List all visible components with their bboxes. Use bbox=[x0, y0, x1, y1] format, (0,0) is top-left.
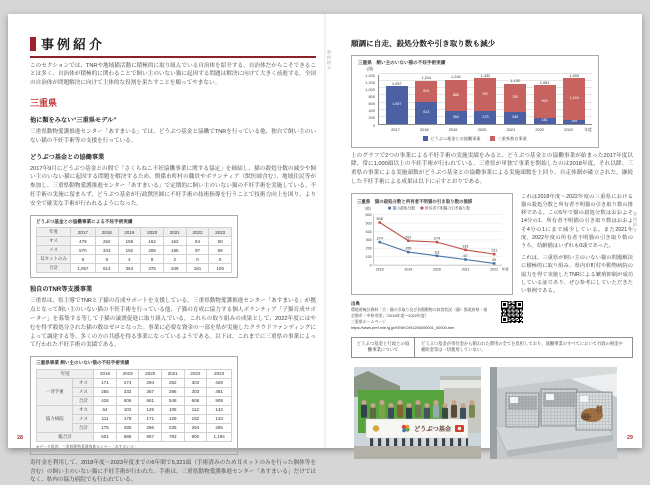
svg-text:2022: 2022 bbox=[490, 267, 499, 272]
svg-text:三重県 猫の殺処分数と所有者不明猫の引き取り数の推移: 三重県 猫の殺処分数と所有者不明猫の引き取り数の推移 bbox=[356, 198, 473, 204]
bar-chart-plot: 1,057 1,057 1,214 601 613 1,240 886 354 1,332 957 375 1,132 783 349 1,081 900 181 1,303 1,194 109 bbox=[378, 75, 592, 125]
model-heading: 他に類をみない“三重県モデル” bbox=[30, 116, 117, 124]
svg-text:(頭): (頭) bbox=[364, 206, 371, 211]
svg-text:2020: 2020 bbox=[432, 267, 441, 272]
bar-chart-unit: (頭) bbox=[367, 67, 374, 71]
source-line-1: 環境省統計資料「犬・猫の引取り及び負傷動物の収容状況（猫）都道府県・指定都市・中核市別」（2018年度～2022年度） bbox=[351, 307, 488, 319]
bar-chart-x-unit: 年度 bbox=[584, 126, 592, 132]
pref-table-title: 三重県事業 飼い主のいない猫の不妊手術実績 bbox=[36, 360, 130, 366]
photo-group-banner bbox=[354, 367, 481, 459]
document-spread bbox=[8, 14, 642, 484]
bar-chart-y-axis: 0 200 400 600 800 1,000 1,200 1,400 bbox=[365, 72, 375, 128]
side-tab-left: 事例紹介 bbox=[327, 50, 332, 71]
svg-text:181: 181 bbox=[462, 244, 469, 249]
pref-results-table-box bbox=[30, 356, 238, 455]
svg-text:0: 0 bbox=[369, 263, 372, 268]
header-rule bbox=[30, 56, 316, 58]
note-label: どうぶつ基金と行政との協働事業について bbox=[351, 337, 415, 358]
section-header-bar bbox=[30, 37, 36, 51]
intro-paragraph: このセクションでは、TNRや地域猫活動に積極的に取り組んでいる自治体を紹介する。自治体だからこそできることは多く、自治体が積極的に関わることで飼い主のいない猫に起因する問題は解決に向けて大きく前進する。全国の自治体が問題解決に向けて主体的な役割を果たすことを願ってやまない。 bbox=[30, 62, 316, 87]
page-seam bbox=[324, 14, 327, 448]
svg-text:100: 100 bbox=[365, 254, 372, 259]
svg-text:猫の殺処分数: 猫の殺処分数 bbox=[392, 206, 416, 211]
banner-text: どうぶつ基金 bbox=[414, 425, 452, 433]
bar-chart bbox=[351, 55, 599, 148]
bar-chart-title: 三重県 飼い主のいない猫の不妊手術実績 bbox=[358, 60, 446, 65]
svg-text:508: 508 bbox=[376, 216, 383, 221]
pref-results-table: 年度 2018 2019 2020 2021 2022 2023 一斉手術 オス 171 274 294 252 303 428 メス 255 332 367 296 303 481 合計 426 606 661 548 606 909 協力病院 オス 64 102 125 106 112 142 メス 111 178 171 129 182 143 合計 175 280 296 235 294 285 総合計 601 886 957 783 900 1,194 bbox=[36, 369, 232, 442]
line-chart-commentary bbox=[521, 193, 633, 295]
coop-paragraph: 2017年9月にどうぶつ基金との間で「さくらねこ不妊協働事業に関する協定」を締結し、猫の殺処分数の減少や飼い主のいない猫に起因する問題を解決するため、関係市町村の職員やボランティア（獣医師含む）、地域住民等が参加し、三重県動物愛護推進センター「あすまいる」で定期的に飼い主のいない猫の不妊手術を実施している。不妊手術の実施に留まらず、どうぶつ基金が行政獣医師に不妊手術の技術指導を行うことで技術力向上を図り、より安全で確実な手術が行われるようになった。 bbox=[30, 165, 316, 207]
svg-text:274: 274 bbox=[433, 236, 441, 241]
section-header bbox=[30, 34, 316, 53]
line-chart-svg bbox=[354, 196, 510, 273]
photo-cat-traps bbox=[490, 367, 617, 459]
bar-chart-legend: どうぶつ基金との協働事業 三重県独自事業 bbox=[358, 136, 592, 142]
svg-text:300: 300 bbox=[365, 238, 372, 243]
svg-text:400: 400 bbox=[365, 229, 372, 234]
svg-text:2021: 2021 bbox=[461, 267, 470, 272]
coop-results-table: 年度 2017 2018 2019 2020 2021 2022 2023 オス 479 262 158 162 162 84 50 メス 570 343 192 205 185 97 59 耳カットのみ 8 8 4 8 2 0 0 合計 1,057 613 354 375 349 181 109 bbox=[36, 227, 232, 273]
source-url: https://www.pref.mie.lg.jp/KENKO/91206000001_00004.htm bbox=[351, 324, 455, 330]
own-paragraph: 三重県は、県主導でTNRと子猫の育成サポートを支援している。三重県動物愛護推進センター「あすまいる」が拠点となって飼い主のいない猫の不妊手術を行っている他、子猫の育成に協力する個人ボランティア「子猫育成サポーター」を募集する等して子猫の譲渡促進に取り組んでいる。これらの取り組みの成果として、2022年度にはやむを得ず殺処分された猫の数はゼロとなった。事業に必要な資金の一部を県が実施したクラウドファンディングによって調達する等、多くの方の共感を得る事業になっているようである。以下は、これまでに三重県の事業によって行われた不妊手術の実績である。 bbox=[30, 298, 316, 349]
svg-text:111: 111 bbox=[434, 250, 440, 255]
section-title: 事例紹介 bbox=[41, 37, 106, 52]
bar-chart-x-labels: 2017 2018 2019 2020 2021 2022 2023 年度 bbox=[391, 126, 592, 132]
bar-chart-paragraph: 上のグラフで2つの事業による不妊手術の実施実績をみると、どうぶつ基金との協働事業が始まった2017年度以降、常に1,000頭以上の不妊手術が行われている。三重県が単独で事業を開始したのは2018年度、それ以降、三重県の事業による実施頭数がどうぶつ基金との協働事業による実施頭数を上回り、自走体制が確立された。継続した不妊手術による成果は以下に示すとおりである。 bbox=[351, 152, 633, 185]
left-page bbox=[8, 14, 325, 484]
source-block bbox=[351, 301, 633, 330]
source-line-2: 三重県ホームページ bbox=[351, 318, 386, 324]
note-body: どうぶつ基金が寄付金から賄われた費用の全てを負担しており、協働事業のすべてにおいて行政の税金や補助金等は一切使用していない。 bbox=[415, 337, 633, 358]
prefecture-heading: 三重県 bbox=[30, 97, 58, 108]
svg-text:131: 131 bbox=[491, 248, 498, 253]
own-heading: 独自のTNR等支援事業 bbox=[30, 286, 93, 294]
coop-results-table-box bbox=[30, 215, 238, 279]
note-box bbox=[351, 337, 633, 358]
svg-text:2019: 2019 bbox=[404, 267, 413, 272]
svg-text:年度: 年度 bbox=[501, 267, 509, 272]
svg-text:所有者不明猫の引き取り数: 所有者不明猫の引き取り数 bbox=[424, 206, 470, 211]
page-number-left: 28 bbox=[17, 435, 24, 441]
svg-text:600: 600 bbox=[365, 212, 372, 217]
right-page-title: 順調に自走、殺処分数や引き取り数も減少 bbox=[351, 39, 496, 48]
coop-table-title: どうぶつ基金との協働事業による不妊手術実績 bbox=[36, 218, 133, 224]
model-paragraph: 三重県動物愛護推進センター「あすまいる」では、どうぶつ基金と協働でTNRを行っている他、独自で飼い主のいない猫の不妊手術等の支援を行っている。 bbox=[30, 128, 316, 144]
svg-text:155: 155 bbox=[405, 246, 412, 251]
page-number-right: 29 bbox=[626, 435, 633, 441]
photos-row bbox=[354, 367, 633, 459]
source-heading: 出典 bbox=[351, 301, 360, 307]
closing-paragraph: 寄付金を利用して、2018年度～2023年度までの6年間で5,321頭（手術済みのため耳カットのみを行った個体等を含む）の飼い主のいない猫に不妊手術が行われた。手術は、三重県動物愛護推進センター「あすまいる」だけではなく、県内の協力病院でも行われている。 bbox=[30, 459, 316, 484]
coop-heading: どうぶつ基金との協働事業 bbox=[30, 153, 105, 161]
svg-text:274: 274 bbox=[376, 236, 383, 241]
svg-text:20: 20 bbox=[492, 257, 497, 262]
side-tab-right: 事例紹介 bbox=[633, 212, 638, 233]
commentary-paragraph-1: これは2018年度～2022年度の三重県における猫の殺処分数と所有者不明猫の引き取り数の推移である。この5年で猫の殺処分数はおおよそ14分の1、所有者不明猫の引き取り数はおおよそ4分の1にまで減少している。また2021年度、2022年度の所有者不明猫の引き取り数のうち、幼齢猫はいずれも0頭であった。 bbox=[521, 193, 633, 250]
commentary-paragraph-2: これは、三重県が飼い主のいない猫の問題解決に積極的に取り組み、県内市町村や動物病院の協力を得て実施したTNRによる繁殖抑制が成功している証であり、ぜひ参考にしていただきたい事例である。 bbox=[521, 255, 633, 295]
svg-text:2018: 2018 bbox=[375, 267, 384, 272]
svg-text:500: 500 bbox=[365, 221, 372, 226]
line-chart bbox=[351, 193, 513, 295]
svg-text:67: 67 bbox=[463, 253, 468, 258]
pref-table-note: ※データ提供：三重県動物愛護推進センター「あすまいる」 bbox=[36, 444, 138, 449]
svg-text:200: 200 bbox=[365, 246, 372, 251]
svg-text:291: 291 bbox=[405, 235, 412, 240]
right-page bbox=[325, 14, 642, 448]
qr-code bbox=[501, 301, 523, 323]
